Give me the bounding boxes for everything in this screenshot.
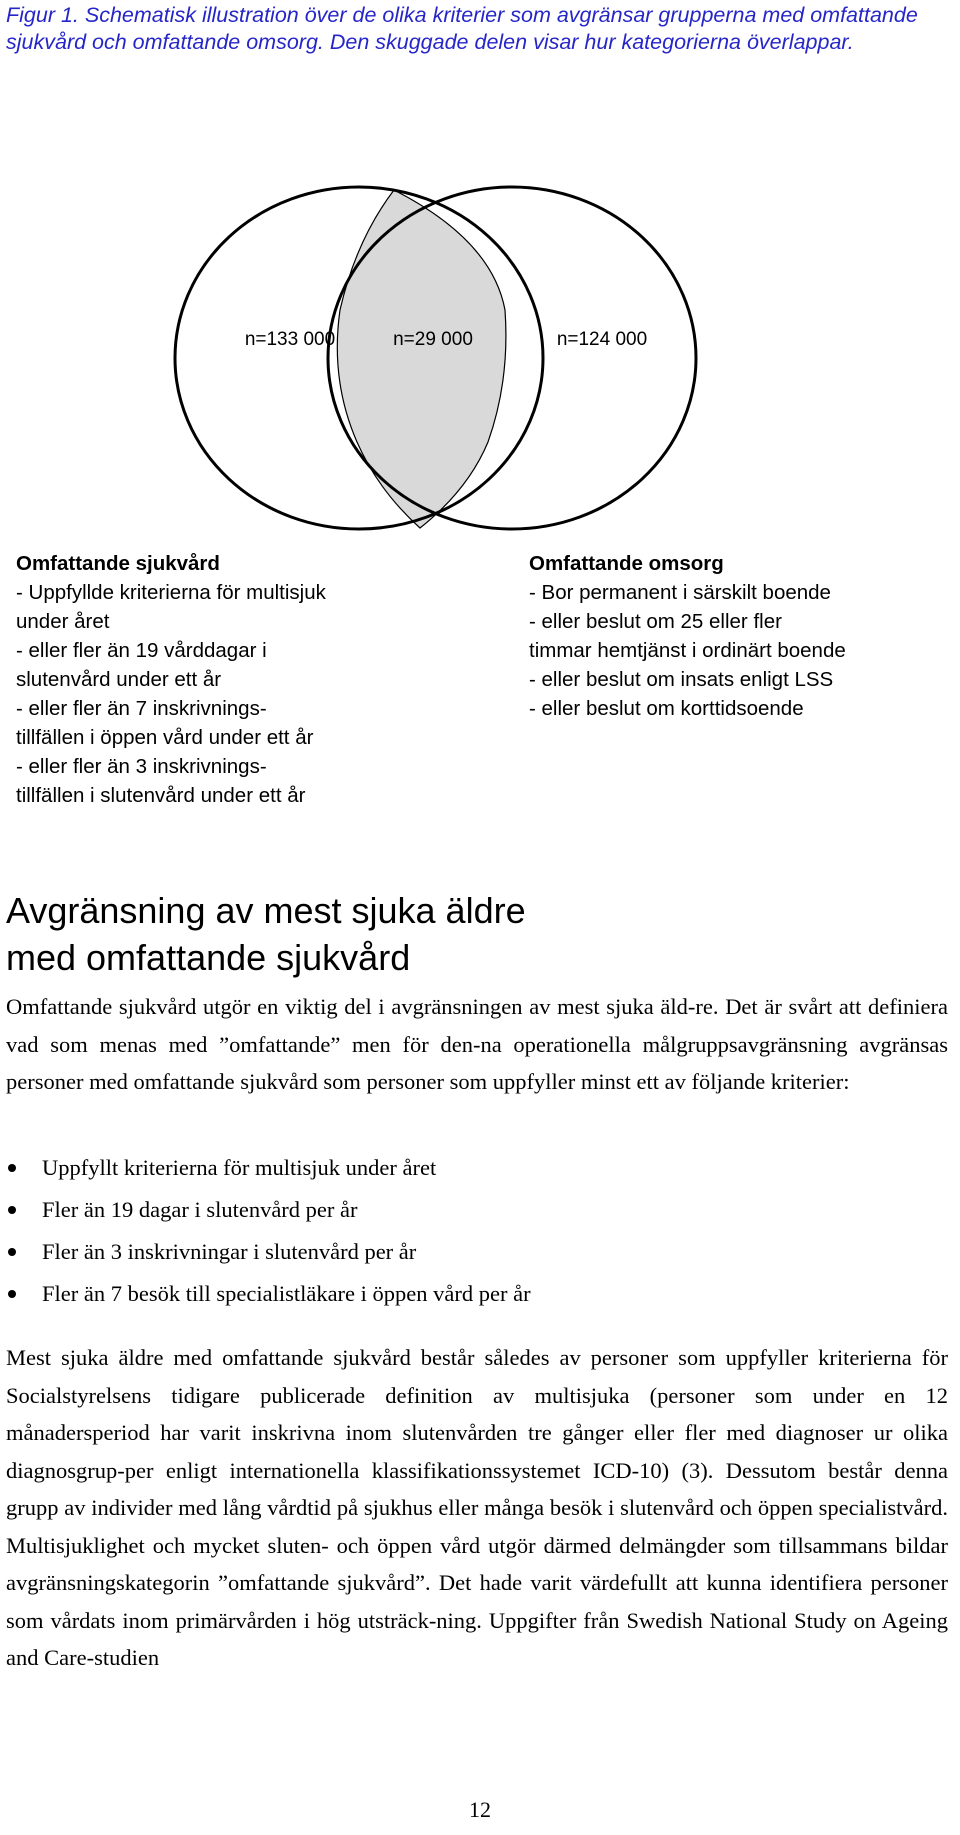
body-paragraph-2: Mest sjuka äldre med omfattande sjukvård består således av personer som uppfyller kriterierna för Socialstyrelsens tidigare publicerade definition av multisjuka (personer som under en 12 månadersperiod har varit inskrivna inom slutenvården tre gånger eller fler med diagnoser ur olika diagnosgrup-per enligt internationella klassifikationssystemet ICD-10) (3). Dessutom består denna grupp av individer med lång vårdtid på sjukhus eller många besök i slutenvård och öppen specialistvård. Multisjuklighet och mycket sluten- och öppen vård utgör därmed delmängder som tillsammans bildar avgränsningskategorin ”omfattande sjukvård”. Det hade varit värdefullt att kunna identifiera personer som vårdats inom primärvården i hög utsträck-ning. Uppgifter från Swedish National Study on Ageing and Care-studien [6,1345,948,1670]
legend-right-line: - Bor permanent i särskilt boende [529,581,831,604]
legend-omfattande-sjukvard [16,549,436,810]
legend-left-line: - eller fler än 19 vårddagar i [16,639,267,662]
legend-right-line: - eller beslut om 25 eller fler [529,610,782,633]
list-item [6,1273,946,1315]
legend-left-line: - eller fler än 3 inskrivnings- [16,755,267,778]
bullet-icon [8,1290,16,1298]
legend-left-line: - eller fler än 7 inskrivnings- [16,697,267,720]
bullet-icon [8,1206,16,1214]
section-heading-line: med omfattande sjukvård [6,937,411,978]
list-item-text: Fler än 7 besök till specialistläkare i öppen vård per år [42,1281,531,1306]
bullet-icon [8,1248,16,1256]
legend-right-line: - eller beslut om insats enligt LSS [529,668,834,691]
list-item [6,1231,946,1273]
list-item [6,1147,946,1189]
legend-right-title: Omfattande omsorg [529,552,724,575]
section-heading [6,887,946,981]
bullet-icon [8,1164,16,1172]
legend-omfattande-omsorg [529,549,949,723]
legend-left-line: tillfällen i öppen vård under ett år [16,726,314,749]
legend-left-line: tillfällen i slutenvård under ett år [16,784,306,807]
body-paragraph-1: Omfattande sjukvård utgör en viktig del i avgränsningen av mest sjuka äld-re. Det är svårt att definiera vad som menas med ”omfattande” men för den-na operationella målgruppsavgränsning avgränsas personer med omfattande sjukvård som personer som uppfyller minst ett av följande kriterier: [6,994,948,1094]
legend-left-line: slutenvård under ett år [16,668,222,691]
figure-caption: Figur 1. Schematisk illustration över de olika kriterier som avgränsar grupperna med omfattande sjukvård och omfattande omsorg. Den skuggade delen visar hur kategorierna överlappar. [6,3,918,54]
overlap-count-label: n=29 000 [393,329,473,350]
list-item [6,1189,946,1231]
venn-diagram [0,180,960,540]
venn-overlap-region [337,190,506,528]
list-item-text: Fler än 19 dagar i slutenvård per år [42,1197,358,1222]
right-count-label: n=124 000 [556,329,648,350]
legend-left-line: under året [16,610,110,633]
list-item-text: Fler än 3 inskrivningar i slutenvård per år [42,1239,417,1264]
legend-right-line: - eller beslut om korttidsoende [529,697,804,720]
legend-right-line: timmar hemtjänst i ordinärt boende [529,639,846,662]
legend-left-title: Omfattande sjukvård [16,552,220,575]
page-number: 12 [469,1797,491,1822]
list-item-text: Uppfyllt kriterierna för multisjuk under året [42,1155,437,1180]
criteria-list [6,1147,946,1315]
left-count-label: n=133 000 [244,329,336,350]
section-heading-line: Avgränsning av mest sjuka äldre [6,890,526,931]
legend-left-line: - Uppfyllde kriterierna för multisjuk [16,581,326,604]
